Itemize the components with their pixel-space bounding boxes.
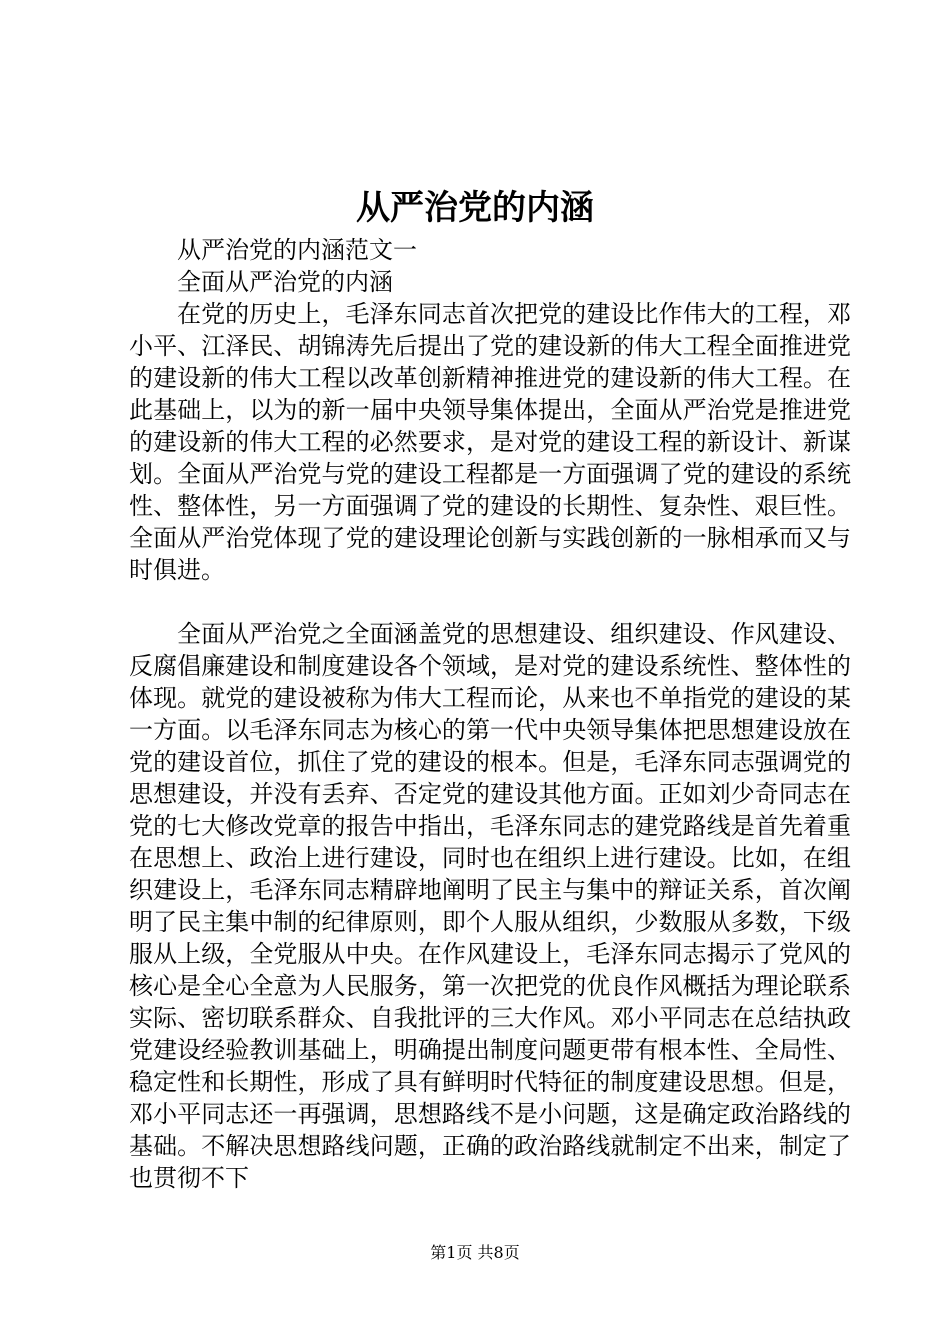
section-heading-paragraph: 全面从严治党的内涵 xyxy=(177,268,393,296)
page-number-footer: 第1页 共8页 xyxy=(430,1243,520,1262)
body-paragraph: 全面从严治党之全面涵盖党的思想建设、组织建设、作风建设、反腐倡廉建设和制度建设各个领域，是对党的建设系统性、整体性的体现。就党的建设被称为伟大工程而论，从来也不单指党的建设的某一方面。以毛泽东同志为核心的第一代中央领导集体把思想建设放在党的建设首位，抓住了党的建设的根本。但是，毛泽东同志强调党的思想建设，并没有丢弃、否定党的建设其他方面。正如刘少奇同志在党的七大修改党章的报告中指出，毛泽东同志的建党路线是首先着重在思想上、政治上进行建设，同时也在组织上进行建设。比如，在组织建设上，毛泽东同志精辟地阐明了民主与集中的辩证关系，首次阐明了民主集中制的纪律原则，即个人服从组织，少数服从多数，下级服从上级，全党服从中央。在作风建设上，毛泽东同志揭示了党风的核心是全心全意为人民服务，第一次把党的优良作风概括为理论联系实际、密切联系群众、自我批评的三大作风。邓小平同志在总结执政党建设经验教训基础上，明确提出制度问题更带有根本性、全局性、稳定性和长期性，形成了具有鲜明时代特征的制度建设思想。但是，邓小平同志还一再强调，思想路线不是小问题，这是确定政治路线的基础。不解决思想路线问题，正确的政治路线就制定不出来，制定了也贯彻不下 xyxy=(129,620,851,1192)
document-title: 从严治党的内涵 xyxy=(356,188,594,228)
document-body xyxy=(129,234,851,1194)
subtitle-paragraph: 从严治党的内涵范文一 xyxy=(177,236,417,264)
body-paragraph: 在党的历史上，毛泽东同志首次把党的建设比作伟大的工程，邓小平、江泽民、胡锦涛先后提出了党的建设新的伟大工程全面推进党的建设新的伟大工程以改革创新精神推进党的建设新的伟大工程。在此基础上，以为的新一届中央领导集体提出，全面从严治党是推进党的建设新的伟大工程的必然要求，是对党的建设工程的新设计、新谋划。全面从严治党与党的建设工程都是一方面强调了党的建设的系统性、整体性，另一方面强调了党的建设的长期性、复杂性、艰巨性。全面从严治党体现了党的建设理论创新与实践创新的一脉相承而又与时俱进。 xyxy=(129,300,851,584)
